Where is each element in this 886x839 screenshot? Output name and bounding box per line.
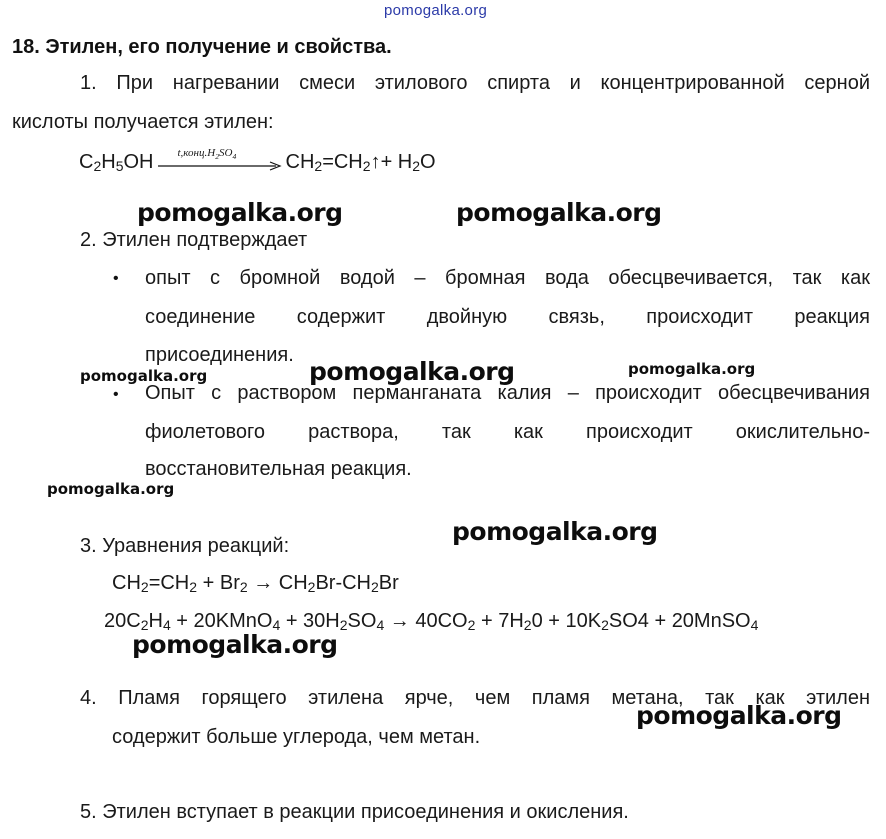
item2-bullet2-line1: Опыт с раствором перманганата калия – происходит обесцвечивания xyxy=(145,382,870,404)
equation-ethanol xyxy=(79,146,436,174)
equation-right: $CH_2=CH_2↑+ H_2O$ xyxy=(285,151,436,174)
item4-line1: 4. Пламя горящего этилена ярче, чем пламя метана, так как этилен xyxy=(80,687,870,709)
watermark-1: pomogalka.org xyxy=(137,198,343,227)
watermark-top: pomogalka.org xyxy=(384,2,488,19)
reaction-condition: $t,конц.H_2SO_4$ xyxy=(177,146,237,161)
page-title: 18. Этилен, его получение и свойства. xyxy=(12,36,392,58)
equation-left: $C_2H_5OH$ xyxy=(79,151,154,174)
item4-line2: содержит больше углерода, чем метан. xyxy=(112,726,481,748)
item1-line2: кислоты получается этилен: xyxy=(12,111,274,133)
item2-bullet2-line3: восстановительная реакция. xyxy=(145,458,412,480)
item2-bullet2-line2: фиолетового раствора, так как происходит окислительно- xyxy=(145,421,870,443)
watermark-3: pomogalka.org xyxy=(309,357,515,386)
watermark-small-3: pomogalka.org xyxy=(47,480,175,498)
item2-heading: 2. Этилен подтверждает xyxy=(80,229,308,251)
arrow-icon xyxy=(158,161,282,171)
equation-permanganate: $20C_2H_4$ + 20KMnO$_4$ + $30H_2SO_4 \to 40CO_2 + 7H_20 + 10K_2SO4$ + 20MnSO$_4$ xyxy=(104,610,759,633)
watermark-small-2: pomogalka.org xyxy=(628,360,756,378)
watermark-6: pomogalka.org xyxy=(636,701,842,730)
bullet-icon: • xyxy=(113,270,119,287)
watermark-4: pomogalka.org xyxy=(452,517,658,546)
watermark-2: pomogalka.org xyxy=(456,198,662,227)
item2-bullet1-line1: опыт с бромной водой – бромная вода обесцвечивается, так как xyxy=(145,267,870,289)
equation-bromination: $CH_2=CH_2 + Br_2 \to CH_2Br-CH_2Br$ xyxy=(112,572,399,595)
item3-heading: 3. Уравнения реакций: xyxy=(80,535,290,557)
bullet-icon: • xyxy=(113,386,119,403)
item1-line1: 1. При нагревании смеси этилового спирта и концентрированной серной xyxy=(80,72,870,94)
item5-line1: 5. Этилен вступает в реакции присоединения и окисления. xyxy=(80,801,629,823)
item2-bullet1-line3: присоединения. xyxy=(145,344,294,366)
watermark-small-1: pomogalka.org xyxy=(80,367,208,385)
reaction-arrow xyxy=(158,146,282,173)
watermark-5: pomogalka.org xyxy=(132,630,338,659)
item2-bullet1-line2: соединение содержит двойную связь, происходит реакция xyxy=(145,306,870,328)
